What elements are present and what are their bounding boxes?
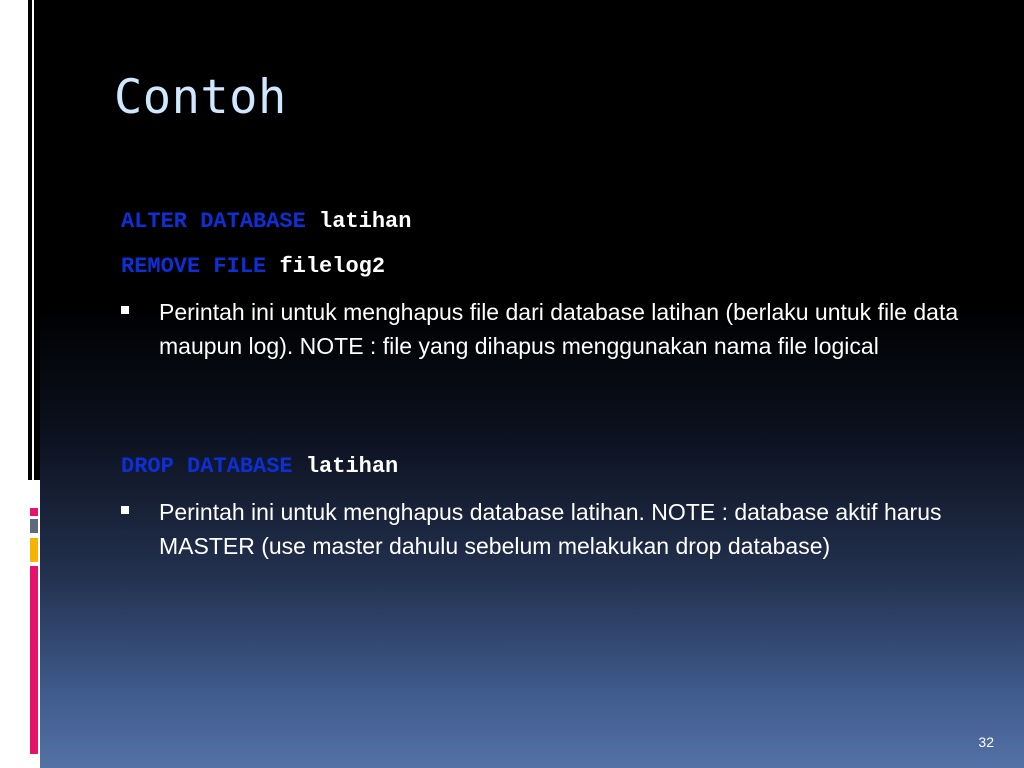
sidebar-strip [28,0,32,480]
sidebar-strip [34,0,40,480]
accent-pink-block [30,508,38,516]
sql-argument: filelog2 [279,254,386,279]
page-number: 32 [978,734,994,750]
bullet-item [121,495,981,563]
bullet-text: Perintah ini untuk menghapus file dari database latihan (berlaku untuk file data maupun log). NOTE : file yang dihapus menggunakan nama file logical [159,299,959,359]
sql-keyword: REMOVE FILE [121,254,267,279]
bullet-text: Perintah ini untuk menghapus database latihan. NOTE : database aktif harus MASTER (use master dahulu sebelum melakukan drop database) [159,499,942,559]
sql-keyword: ALTER DATABASE [121,209,306,234]
sql-argument: latihan [305,454,399,479]
code-line-alter-database [121,208,411,236]
bullet-item [121,295,981,363]
slide-title: Contoh [114,70,287,125]
square-bullet-icon [121,306,129,314]
code-line-drop-database [121,453,398,481]
accent-yellow-block [30,538,38,562]
square-bullet-icon [121,506,129,514]
code-line-remove-file [121,253,385,281]
sql-keyword: DROP DATABASE [121,454,293,479]
left-decorative-sidebar [0,0,40,768]
accent-slate-block [30,519,38,533]
accent-pink-bar [30,566,38,754]
sql-argument: latihan [319,209,412,234]
